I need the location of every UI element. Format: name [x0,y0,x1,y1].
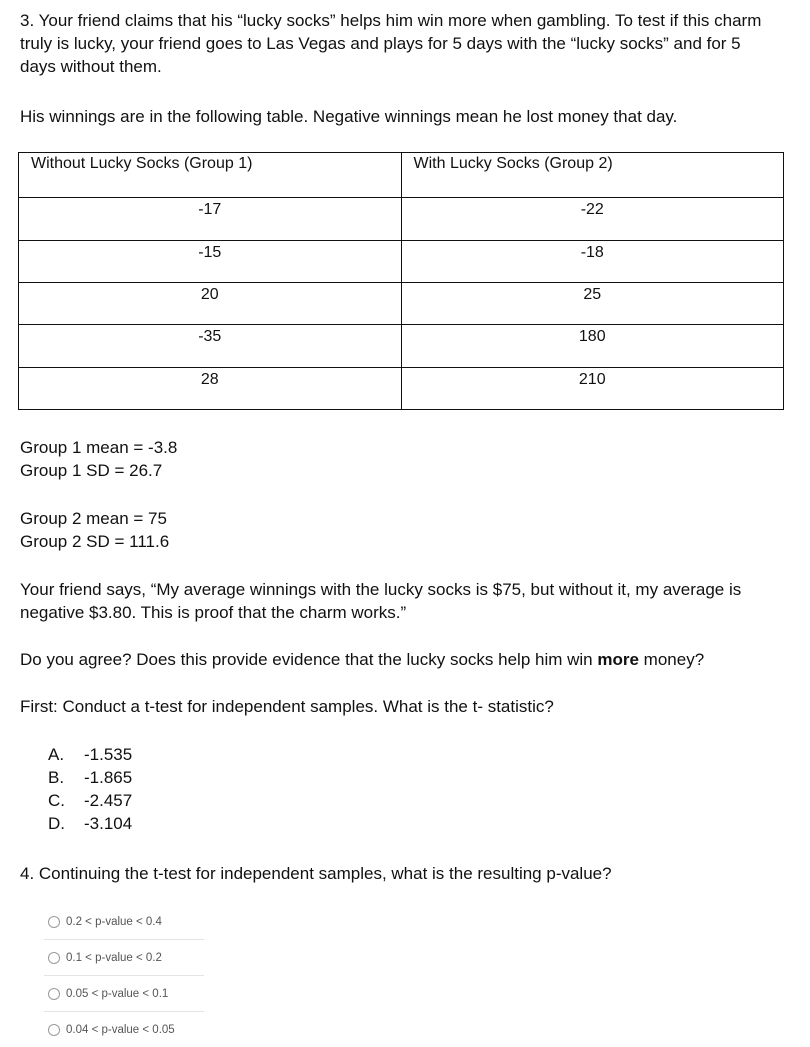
t-statistic-choices [26,743,132,835]
choice-letter: C. [48,791,65,810]
agree-emphasis: more [597,650,639,669]
pvalue-option[interactable] [44,904,204,940]
group-2-mean: Group 2 mean = 75 [20,509,167,528]
table-row [19,198,784,240]
choice-letter: D. [48,814,65,833]
pvalue-option[interactable] [44,1012,204,1047]
table-row [19,283,784,325]
pvalue-option-label: 0.1 < p-value < 0.2 [66,951,162,964]
group-1-mean: Group 1 mean = -3.8 [20,438,178,457]
choice-value: -2.457 [84,791,133,810]
pvalue-option-label: 0.04 < p-value < 0.05 [66,1023,175,1036]
pvalue-option-label: 0.2 < p-value < 0.4 [66,915,162,928]
choice-c[interactable] [26,789,132,812]
agree-question [20,648,704,671]
radio-button[interactable] [48,952,60,964]
header-group-1: Without Lucky Socks (Group 1) [19,153,402,198]
table-row [19,367,784,409]
choice-a[interactable] [26,743,132,766]
cell-group-2: 180 [401,325,784,367]
t-statistic-prompt: First: Conduct a t-test for independent samples. What is the t- statistic? [20,697,554,716]
cell-group-2: 210 [401,367,784,409]
choice-letter: B. [48,768,65,787]
table-row [19,240,784,282]
agree-text-after: money? [638,650,705,669]
choice-value: -1.865 [84,768,133,787]
pvalue-option-label: 0.05 < p-value < 0.1 [66,987,169,1000]
choice-value: -3.104 [84,814,133,833]
cell-group-1: -35 [19,325,402,367]
cell-group-1: -15 [19,240,402,282]
table-row [19,325,784,367]
cell-group-1: 20 [19,283,402,325]
cell-group-2: 25 [401,283,784,325]
question-4-text: 4. Continuing the t-test for independent samples, what is the resulting p-value? [20,864,612,883]
choice-b[interactable] [26,766,132,789]
agree-text-before: Do you agree? Does this provide evidence that the lucky socks help him win [20,650,598,669]
friend-quote: Your friend says, “My average winnings with the lucky socks is $75, but without it, my average is negative $3.80. This is proof that the charm works.” [20,580,742,622]
header-group-2: With Lucky Socks (Group 2) [401,153,784,198]
pvalue-option[interactable] [44,976,204,1012]
radio-button[interactable] [48,916,60,928]
pvalue-option[interactable] [44,940,204,976]
radio-button[interactable] [48,1024,60,1036]
radio-button[interactable] [48,988,60,1000]
group-2-sd: Group 2 SD = 111.6 [20,532,170,551]
choice-d[interactable] [26,812,132,835]
winnings-table [18,152,784,410]
choice-letter: A. [48,745,65,764]
group-1-sd: Group 1 SD = 26.7 [20,461,163,480]
table-intro: His winnings are in the following table. Negative winnings mean he lost money that day. [20,107,678,126]
cell-group-2: -18 [401,240,784,282]
question-3-text: 3. Your friend claims that his “lucky socks” helps him win more when gambling. To test if this charm truly is lucky, your friend goes to Las Vegas and plays for 5 days with the “lucky socks” and for 5 days without them. [20,11,762,76]
cell-group-1: -17 [19,198,402,240]
cell-group-1: 28 [19,367,402,409]
cell-group-2: -22 [401,198,784,240]
pvalue-options [44,904,204,1047]
choice-value: -1.535 [84,745,133,764]
table-header-row [19,153,784,198]
